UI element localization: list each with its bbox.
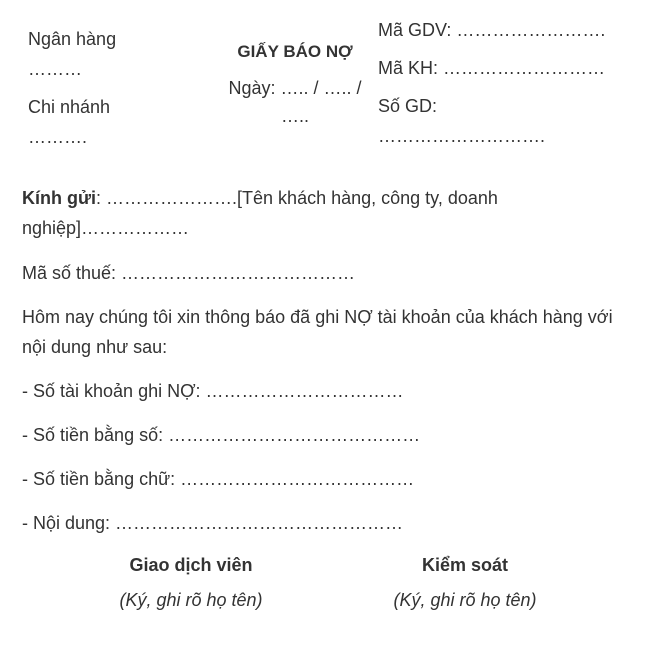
document-title: GIẤY BÁO NỢ <box>237 42 353 61</box>
account-line: - Số tài khoản ghi NỢ: …………………………… <box>22 381 404 401</box>
codes-info <box>378 15 638 151</box>
bank-label: Ngân hàng <box>28 29 117 49</box>
notice-paragraph: Hôm nay chúng tôi xin thông báo đã ghi NỢ tài khoản của khách hàng với nội dung như sau: <box>22 307 613 357</box>
content-line: - Nội dung: ………………………………………… <box>22 513 404 533</box>
recipient-line <box>22 183 627 243</box>
bank-info <box>28 24 178 160</box>
customer-code: Mã KH: ……………………… <box>378 58 606 78</box>
bank-dots: ……… <box>28 59 82 79</box>
branch-group <box>28 92 178 152</box>
document-heading <box>200 38 390 130</box>
date-line-2: ….. <box>280 106 309 126</box>
bank-group <box>28 24 178 84</box>
amount-words-line: - Số tiền bằng chữ: ………………………………… <box>22 469 415 489</box>
transaction-label: Số GD: <box>378 96 438 116</box>
recipient-text: : ………………….[Tên khách hàng, công ty, doanh nghiệp]……………… <box>22 188 498 238</box>
controller-signature <box>365 555 565 611</box>
teller-code: Mã GDV: ……………………. <box>378 20 606 40</box>
recipient-label: Kính gửi <box>22 188 97 208</box>
date-line-1: Ngày: ….. / ….. / <box>228 78 362 98</box>
amount-number-line: - Số tiền bằng số: …………………………………… <box>22 425 421 445</box>
branch-dots: ………. <box>28 127 88 147</box>
teller-note: (Ký, ghi rõ họ tên) <box>119 590 263 610</box>
controller-note: (Ký, ghi rõ họ tên) <box>393 590 537 610</box>
teller-signature <box>91 555 291 611</box>
teller-title: Giao dịch viên <box>129 555 253 575</box>
transaction-dots: ………………………. <box>378 126 546 146</box>
controller-title: Kiểm soát <box>421 555 509 575</box>
tax-code-line: Mã số thuế: ………………………………… <box>22 263 356 283</box>
branch-label: Chi nhánh <box>28 97 111 117</box>
